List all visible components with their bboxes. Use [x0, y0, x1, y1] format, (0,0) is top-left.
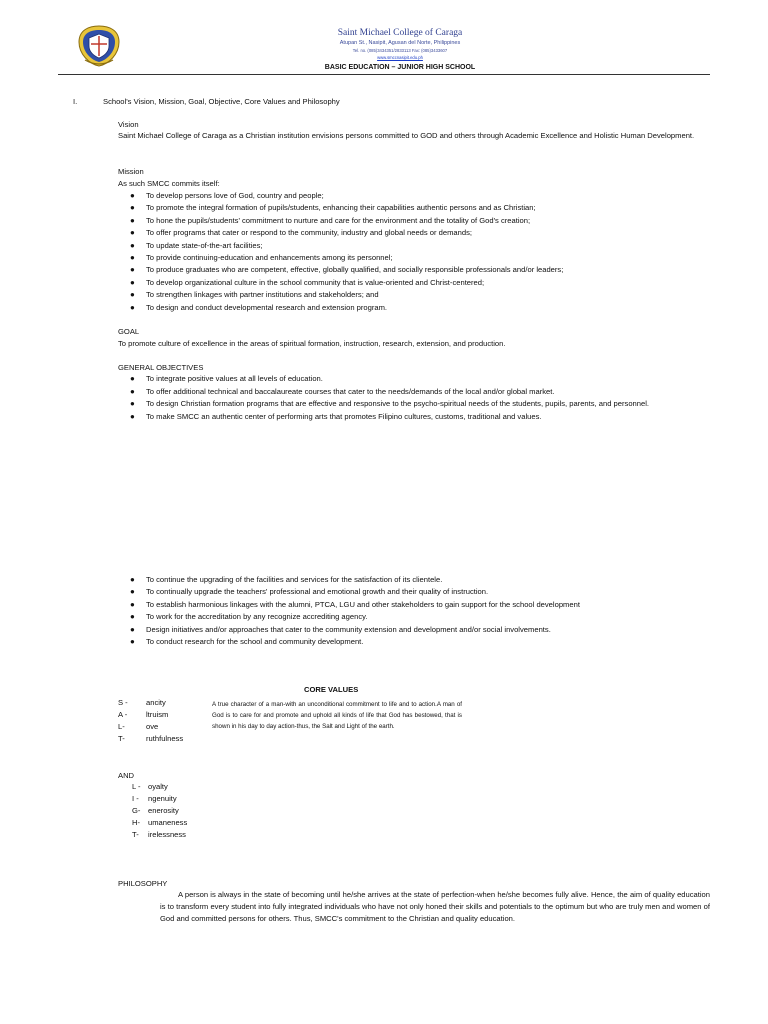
list-item: ● To make SMCC an authentic center of performing arts that promotes Filipino cultures, customs, traditional and values.	[130, 411, 542, 421]
college-address: Atupan St., Nasipit, Agusan del Norte, Philippines	[339, 40, 461, 46]
list-item: ● To produce graduates who are competent, effective, globally qualified, and socially responsible professionals and/or leaders;	[118, 264, 718, 276]
list-item: ● To develop organizational culture in the school community that is value-oriented and Christ-centered;	[118, 277, 718, 289]
bullet-icon: ●	[130, 399, 135, 408]
bullet-icon: ●	[130, 411, 135, 421]
list-item: ● To establish harmonious linkages with the alumni, PTCA, LGU and other stakeholders to gain support for the school development	[118, 599, 718, 611]
bullet-icon: ●	[130, 277, 135, 287]
college-website-link[interactable]: www.smccnasipit.edu.ph	[377, 55, 423, 60]
mission-intro: As such SMCC commits itself:	[118, 179, 220, 188]
objectives-list	[118, 374, 710, 424]
objectives-heading: GENERAL OBJECTIVES	[118, 363, 204, 372]
mission-heading: Mission	[118, 167, 144, 176]
bullet-icon: ●	[130, 290, 135, 300]
section-title: School's Vision, Mission, Goal, Objective, Core Values and Philosophy	[103, 97, 340, 106]
acronym-line: I - ngenuity	[132, 794, 177, 803]
section-number: I.	[73, 97, 78, 106]
philosophy-heading: PHILOSOPHY	[118, 879, 168, 888]
bullet-icon: ●	[130, 240, 135, 250]
bullet-icon: ●	[130, 624, 135, 634]
objectives-list-continued	[118, 574, 718, 648]
bullet-icon: ●	[130, 191, 135, 200]
list-item: ● To provide continuing-education and enhancements among its personnel;	[118, 252, 718, 264]
bullet-icon: ●	[130, 203, 135, 213]
acronym-line: G- enerosity	[132, 806, 179, 815]
list-item: ● To integrate positive values at all levels of education.	[130, 374, 323, 383]
list-item: ● To hone the pupils/students' commitment to nurture and care for the environment and the totality of God's creation;	[118, 215, 718, 227]
acronym-line: L- ove	[118, 722, 159, 731]
bullet-icon: ●	[130, 386, 135, 396]
bullet-icon: ●	[130, 612, 135, 622]
bullet-icon: ●	[130, 265, 135, 275]
list-item: ● To continue the upgrading of the facilities and services for the satisfaction of its clientele.	[118, 574, 718, 586]
list-item: ● Design initiatives and/or approaches that cater to the community extension and development and/or social involvements.	[118, 624, 718, 636]
list-item: ● To work for the accreditation by any recognize accrediting agency.	[118, 611, 718, 623]
core-values-description: A true character of a man-with an unconditional commitment to life and to action.A man of God is to care for and promote and uphold all kinds of life that God has bestowed, that is shown in his day to day action-thus, the Salt and Light of the earth.	[212, 701, 462, 730]
list-item: ● To develop persons love of God, country and people;	[118, 190, 718, 202]
list-item: ● To design Christian formation programs that are effective and responsive to the psycho-spiritual needs of the students, pupils, parents, and personnel.	[130, 399, 650, 408]
goal-heading: GOAL	[118, 327, 140, 336]
list-item: ● To offer programs that cater or respond to the community, industry and global needs or demands;	[118, 227, 718, 239]
core-values-heading: CORE VALUES	[304, 685, 359, 694]
acronym-line: L - oyalty	[132, 782, 168, 791]
acronym-line: H- umaneness	[132, 818, 188, 827]
bullet-icon: ●	[130, 637, 135, 647]
list-item: ● To continually upgrade the teachers' professional and emotional growth and their quality of instruction.	[118, 586, 718, 598]
list-item: ● To conduct research for the school and community development.	[118, 636, 718, 648]
bullet-icon: ●	[130, 599, 135, 609]
list-item: ● To strengthen linkages with partner institutions and stakeholders; and	[118, 289, 718, 301]
list-item: ● To update state-of-the-art facilities;	[118, 240, 718, 252]
list-item: ● To offer additional technical and baccalaureate courses that cater to the needs/demands of the local and/or global market.	[130, 386, 555, 396]
vision-heading: Vision	[118, 120, 139, 129]
philosophy-text: A person is always in the state of becoming until he/she arrives at the state of perfection-when he/she becomes fully alive. Hence, the aim of quality education is to transform every student into fully integrated individuals who have not only honed their skills and potentials to the optimum but who are truly men and women of God and committed persons for others. Thus, SMCC's commitment to the Christian and quality education.	[160, 890, 710, 923]
list-item: ● To design and conduct developmental research and extension program.	[118, 302, 718, 314]
school-seal-icon	[75, 24, 123, 68]
bullet-icon: ●	[130, 253, 135, 263]
college-contact: Tel. no. (085)3434351/2833113 Fax: (085)3433607	[352, 48, 448, 53]
bullet-icon: ●	[130, 587, 135, 597]
bullet-icon: ●	[130, 575, 135, 584]
department-title: BASIC EDUCATION – JUNIOR HIGH SCHOOL	[324, 64, 476, 71]
acronym-line: T- ruthfulness	[118, 734, 184, 743]
bullet-icon: ●	[130, 215, 135, 225]
acronym-line: S - ancity	[118, 698, 166, 707]
bullet-icon: ●	[130, 374, 135, 383]
mission-list	[118, 190, 718, 314]
vision-text: Saint Michael College of Caraga as a Christian institution envisions persons committed to GOD and others through Academic Excellence and Holistic Human Development.	[118, 131, 695, 140]
college-name: Saint Michael College of Caraga	[337, 28, 463, 38]
acronym-line: T- irelessness	[132, 830, 186, 839]
header-divider	[58, 74, 710, 75]
bullet-icon: ●	[130, 302, 135, 312]
and-label: AND	[118, 771, 135, 780]
acronym-line: A - ltruism	[118, 710, 169, 719]
goal-text: To promote culture of excellence in the areas of spiritual formation, instruction, research, extension, and production.	[118, 339, 506, 348]
list-item: ● To promote the integral formation of pupils/students, enhancing their capabilities authentic persons and as Christian;	[118, 202, 718, 214]
bullet-icon: ●	[130, 228, 135, 238]
